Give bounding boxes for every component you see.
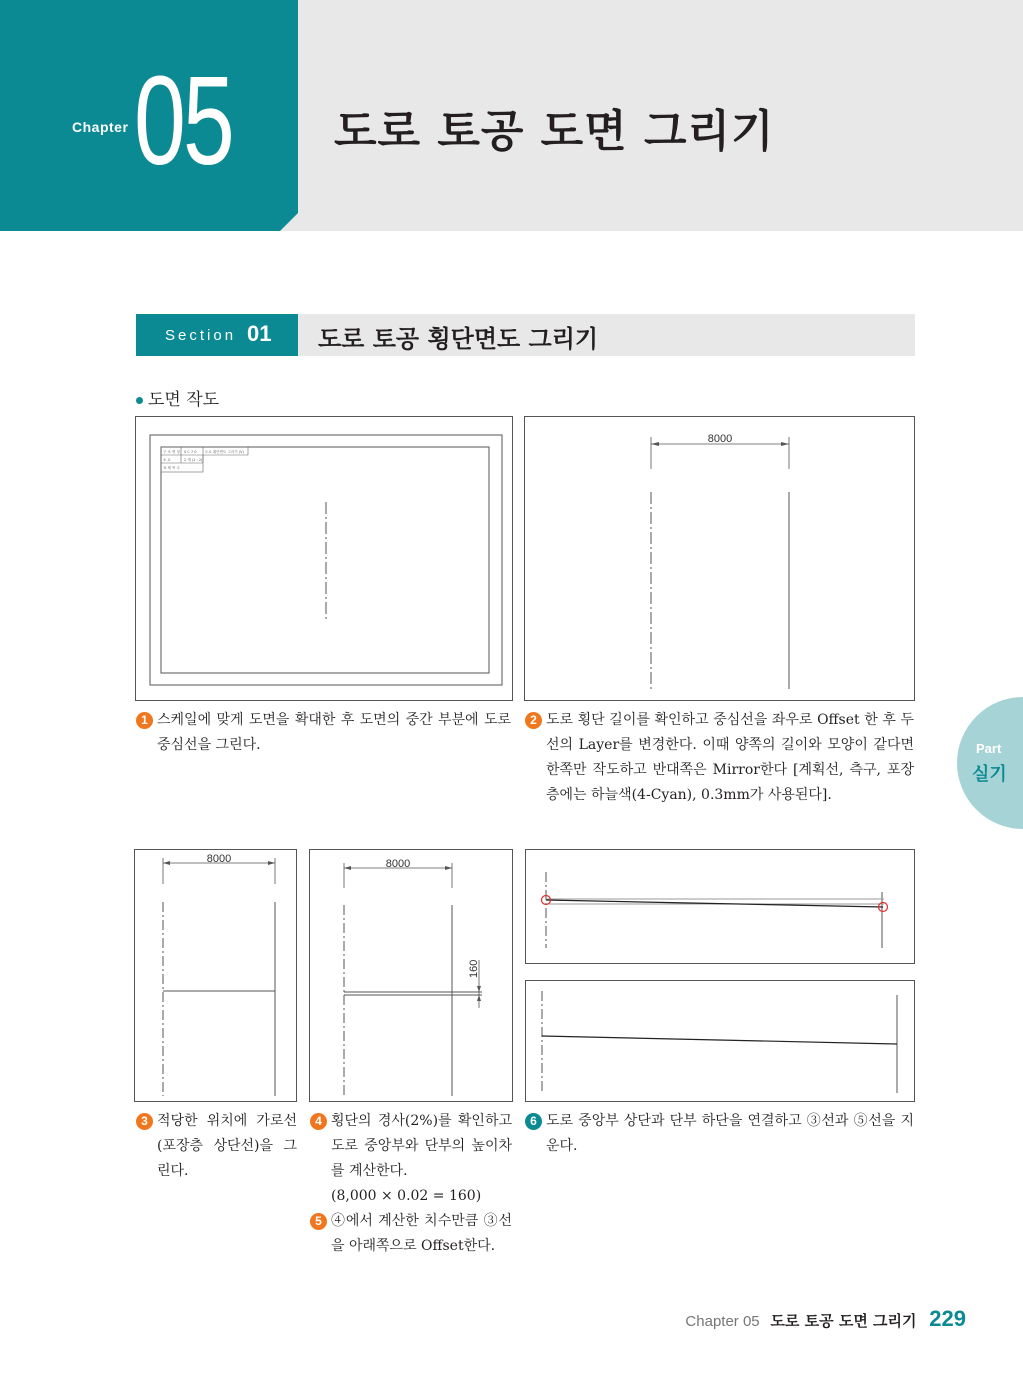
step-formula: (8,000 × 0.02 = 160) — [331, 1188, 482, 1204]
arrow-right-icon — [268, 861, 275, 865]
arrow-up-icon — [477, 995, 481, 1001]
part-label: Part — [976, 741, 1002, 756]
footer-title: 도로 토공 도면 그리기 — [770, 1312, 917, 1330]
bullet-heading — [136, 385, 219, 410]
dimension-text: 8000 — [385, 858, 411, 870]
arrow-left-icon — [344, 866, 351, 870]
section-number: 01 — [247, 321, 272, 346]
drawing-panel-6 — [525, 980, 915, 1102]
offset-drawing — [525, 417, 914, 700]
sheet-inner-border — [161, 447, 489, 673]
title-block-cell: 소 요 — [163, 458, 171, 462]
arrow-down-icon — [477, 986, 481, 992]
drawing-panel-1 — [135, 416, 513, 701]
step-number-badge: 2 — [525, 712, 542, 729]
step-5 — [310, 1209, 512, 1259]
slope-offset-drawing — [310, 850, 512, 1101]
step-number-badge: 4 — [310, 1113, 327, 1130]
chapter-title: 도로 토공 도면 그리기 — [334, 106, 775, 157]
step-number-badge: 5 — [310, 1213, 327, 1230]
title-block-cell: S C 7 0 — [184, 450, 197, 454]
arrow-left-icon — [163, 861, 170, 865]
section-title: 도로 토공 횡단면도 그리기 — [318, 325, 599, 353]
section-label: Section — [165, 327, 237, 344]
arrow-right-icon — [781, 442, 789, 446]
drawing-panel-2 — [524, 416, 915, 701]
page-footer — [685, 1306, 966, 1332]
page-number: 229 — [929, 1306, 966, 1331]
step-4 — [310, 1109, 512, 1209]
arrow-left-icon — [651, 442, 659, 446]
footer-chapter: Chapter 05 — [685, 1313, 760, 1330]
drawing-panel-3 — [134, 849, 297, 1102]
connect-drawing — [526, 850, 914, 963]
step-6 — [525, 1109, 914, 1159]
bullet-dot-icon — [136, 397, 143, 404]
step-text: 스케일에 맞게 도면을 확대한 후 도면의 중간 부분에 도로 중심선을 그린다. — [157, 712, 511, 753]
drawing-panel-4 — [309, 849, 513, 1102]
dimension-text: 8000 — [206, 853, 232, 865]
horizontal-line-drawing — [135, 850, 296, 1101]
part-name: 실기 — [972, 764, 1007, 785]
title-block-cell: 2 개 (1 : 2) — [184, 458, 203, 462]
slope-line — [542, 1036, 897, 1044]
header-notch — [280, 213, 298, 231]
step-text: 도로 중앙부 상단과 단부 하단을 연결하고 ③선과 ⑤선을 지운다. — [546, 1113, 914, 1154]
dimension-text: 160 — [468, 959, 480, 978]
drawing-panel-5 — [525, 849, 915, 964]
step-number-badge: 1 — [136, 712, 153, 729]
arrow-right-icon — [445, 866, 452, 870]
step-text: 도로 횡단 길이를 확인하고 중심선을 좌우로 Offset 한 후 두 선의 Layer를 변경한다. 이때 양쪽의 길이와 모양이 같다면 한쪽만 작도하고 반대쪽은 Mirror한다 [계획선, 측구, 포장층에는 하늘색(4-Cyan), 0.3mm가 사용된다]. — [546, 712, 914, 803]
step-number-badge: 3 — [136, 1113, 153, 1130]
step-2 — [525, 708, 914, 808]
step-text: 적당한 위치에 가로선(포장층 상단선)을 그린다. — [157, 1113, 297, 1179]
title-block-cell: 도로 횡단면도 그리기 (V) — [205, 450, 244, 454]
section-tag — [136, 314, 298, 356]
step-3 — [136, 1109, 297, 1184]
bullet-text: 도면 작도 — [148, 390, 220, 410]
chapter-number: 05 — [134, 50, 232, 191]
sheet-drawing — [136, 417, 512, 700]
dimension-text: 8000 — [707, 433, 733, 445]
sheet-outer-border — [150, 435, 502, 685]
step-text: ④에서 계산한 치수만큼 ③선을 아래쪽으로 Offset한다. — [331, 1213, 512, 1254]
step-number-badge: 6 — [525, 1113, 542, 1130]
title-block-cell: 구 조 명 칭 — [163, 450, 180, 454]
title-block-cell: 표 제 목 수 — [163, 466, 180, 470]
step-text: 횡단의 경사(2%)를 확인하고 도로 중앙부와 단부의 높이차를 계산한다. — [331, 1113, 512, 1179]
chapter-label: Chapter — [72, 119, 129, 135]
step-1 — [136, 708, 511, 758]
result-drawing — [526, 981, 914, 1101]
